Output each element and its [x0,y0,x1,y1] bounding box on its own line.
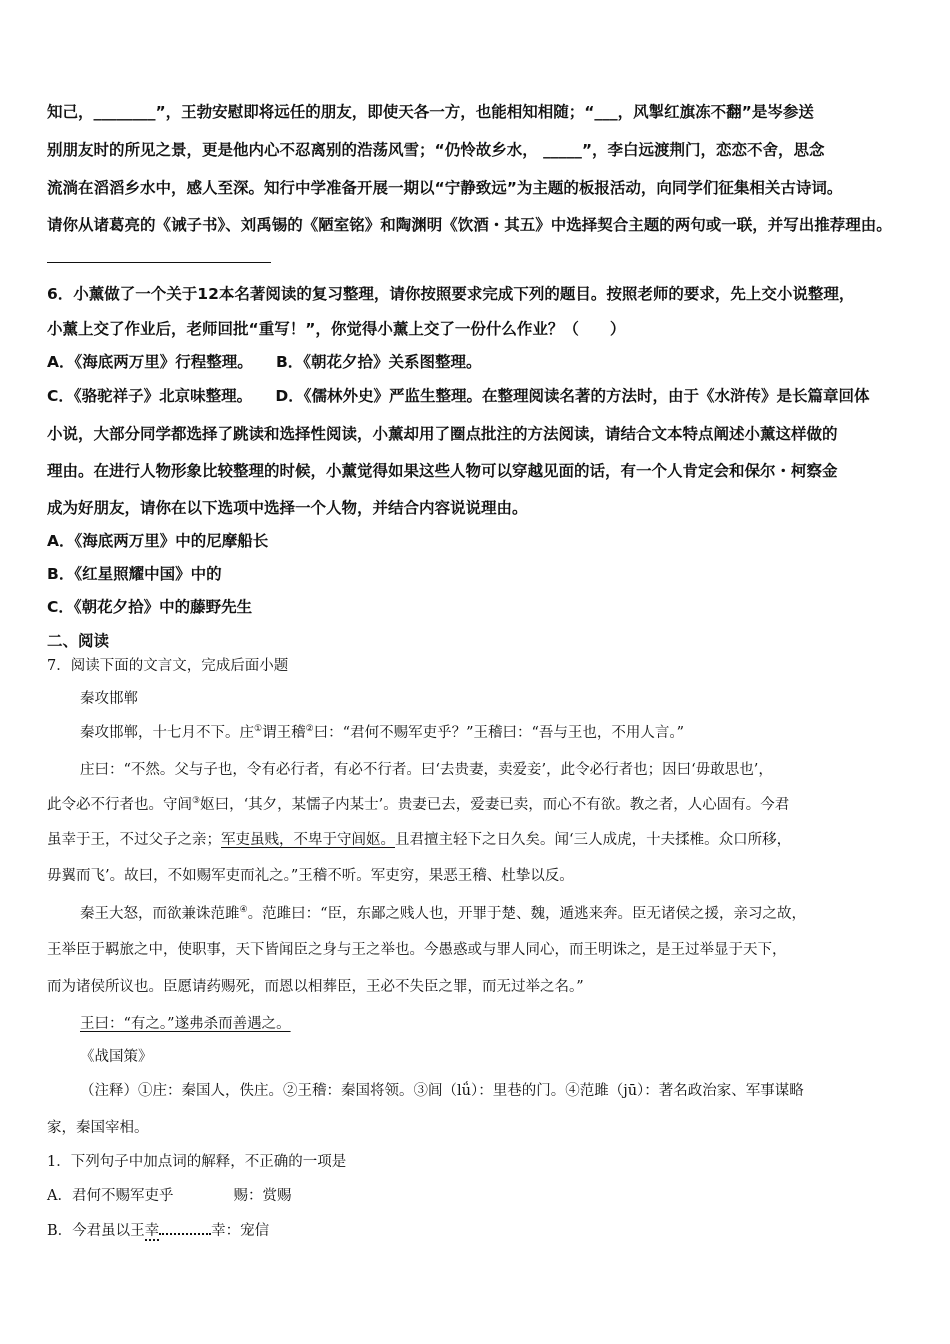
text-line: 别朋友时的所见之景，更是他内心不忍离别的浩荡风雪；“仍怜故乡水， _____”，李白远渡荆门，恋恋不舍，思念 [47,141,825,159]
text-line: 流淌在滔滔乡水中，感人至深。知行中学准备开展一期以“宁静致远”为主题的板报活动，向同学们征集相关古诗词。 [47,179,843,197]
text-line: 王举臣于羁旅之中，使职事，天下皆闻臣之身与王之举也。今愚惑或与罪人同心，而王明诛之，是王过举显于天下， [47,942,787,958]
section-heading: 二、阅读 [47,632,110,650]
passage-paragraph: 庄曰：“不然。父与子也，令有必行者，有必不行者。曰‘去贵妻，卖爱妾’，此令必行者也；因曰‘毋敢思也’， [80,762,773,778]
answer-blank-line [47,262,271,263]
text-line: 知己，________”，王勃安慰即将远任的朋友，即使天各一方，也能相知相随；“___，风掣红旗冻不翻”是岑参送 [47,103,814,121]
passage-title: 秦攻邯郸 [80,691,138,707]
dotted-emphasis-marks [159,1221,211,1235]
passage-source: 《战国策》 [80,1049,153,1065]
option-ab: A．《海底两万里》行程整理。 B．《朝花夕拾》关系图整理。 [47,353,482,371]
question-6: 6．小薰做了一个关于12本名著阅读的复习整理，请你按照要求完成下列的题目。按照老师的要求，先上交小说整理， [47,285,855,303]
passage-paragraph: 秦攻邯郸，十七月不下。庄①谓王稽②曰：“君何不赐军吏乎？”王稽曰：“吾与王也，不用人言。” [80,724,685,741]
text-line: 成为好朋友，请你在以下选项中选择一个人物，并结合内容说说理由。 [47,499,528,517]
option-c: C．《朝花夕拾》中的藤野先生 [47,598,253,616]
option-b: B．今君虽以王幸 幸：宠信 [47,1223,270,1239]
text-line: 家，秦国宰相。 [47,1120,149,1136]
text-line: 理由。在进行人物形象比较整理的时候，小薰觉得如果这些人物可以穿越见面的话，有一个人肯定会和保尔・柯察金 [47,462,838,480]
text-line: 毋翼而飞’。故曰，不如赐军吏而礼之。”王稽不听。军吏穷，果恶王稽、杜挚以反。 [47,868,574,884]
footnote-marker: ④ [239,905,248,915]
text-line: 而为诸侯所议也。臣愿请药赐死，而恩以相葬臣，王必不失臣之罪，而无过举之名。” [47,979,584,995]
annotation: （注释）①庄：秦国人，佚庄。②王稽：秦国将领。③闾（lǘ）：里巷的门。④范雎（jū）：著名政治家、军事谋略 [80,1083,804,1099]
underlined-sentence: 军吏虽贱，不卑于守闾妪。 [221,832,395,848]
text-line: 小薰上交了作业后，老师回批“重写！”，你觉得小薰上交了一份什么作业？（ ） [47,320,626,338]
option-a: A．《海底两万里》中的尼摩船长 [47,532,269,550]
option-b: B．《红星照耀中国》中的 [47,565,222,583]
option-a: A．君何不赐军吏乎 赐：赏赐 [47,1188,292,1204]
text-line: 虽幸于王，不过父子之亲；军吏虽贱，不卑于守闾妪。且君擅主轻下之日久矣。闻‘三人成虎，十夫揉椎。众口所移， [47,832,792,848]
text-line: 小说，大部分同学都选择了跳读和选择性阅读，小薰却用了圈点批注的方法阅读，请结合文本特点阐述小薰这样做的 [47,425,838,443]
underlined-sentence: 王曰：“有之。”遂弗杀而善遇之。 [80,1016,291,1032]
option-cd: C．《骆驼祥子》北京味整理。 D．《儒林外史》严监生整理。在整理阅读名著的方法时，由于《水浒传》是长篇章回体 [47,387,870,405]
footnote-marker: ① [254,724,263,734]
sub-question-1: 1．下列句子中加点词的解释，不正确的一项是 [47,1154,347,1170]
question-7: 7．阅读下面的文言文，完成后面小题 [47,658,289,674]
text-line: 请你从诸葛亮的《诫子书》、刘禹锡的《陋室铭》和陶渊明《饮酒・其五》中选择契合主题的两句或一联，并写出推荐理由。 [47,216,892,234]
text-line: 此令必不行者也。守闾③妪曰，‘其夕，某懦子内某士’。贵妻已去，爱妻已卖，而心不有欲。教之者，人心固有。今君 [47,796,790,813]
footnote-marker: ② [305,724,314,734]
passage-paragraph [80,1014,291,1034]
dotted-emphasis-word: 幸 [144,1223,160,1239]
footnote-marker: ③ [192,796,201,806]
passage-paragraph: 秦王大怒，而欲兼诛范雎④。范雎曰：“臣，东鄙之贱人也，开罪于楚、魏，遁逃来奔。臣无诸侯之援，亲习之故， [80,905,806,922]
